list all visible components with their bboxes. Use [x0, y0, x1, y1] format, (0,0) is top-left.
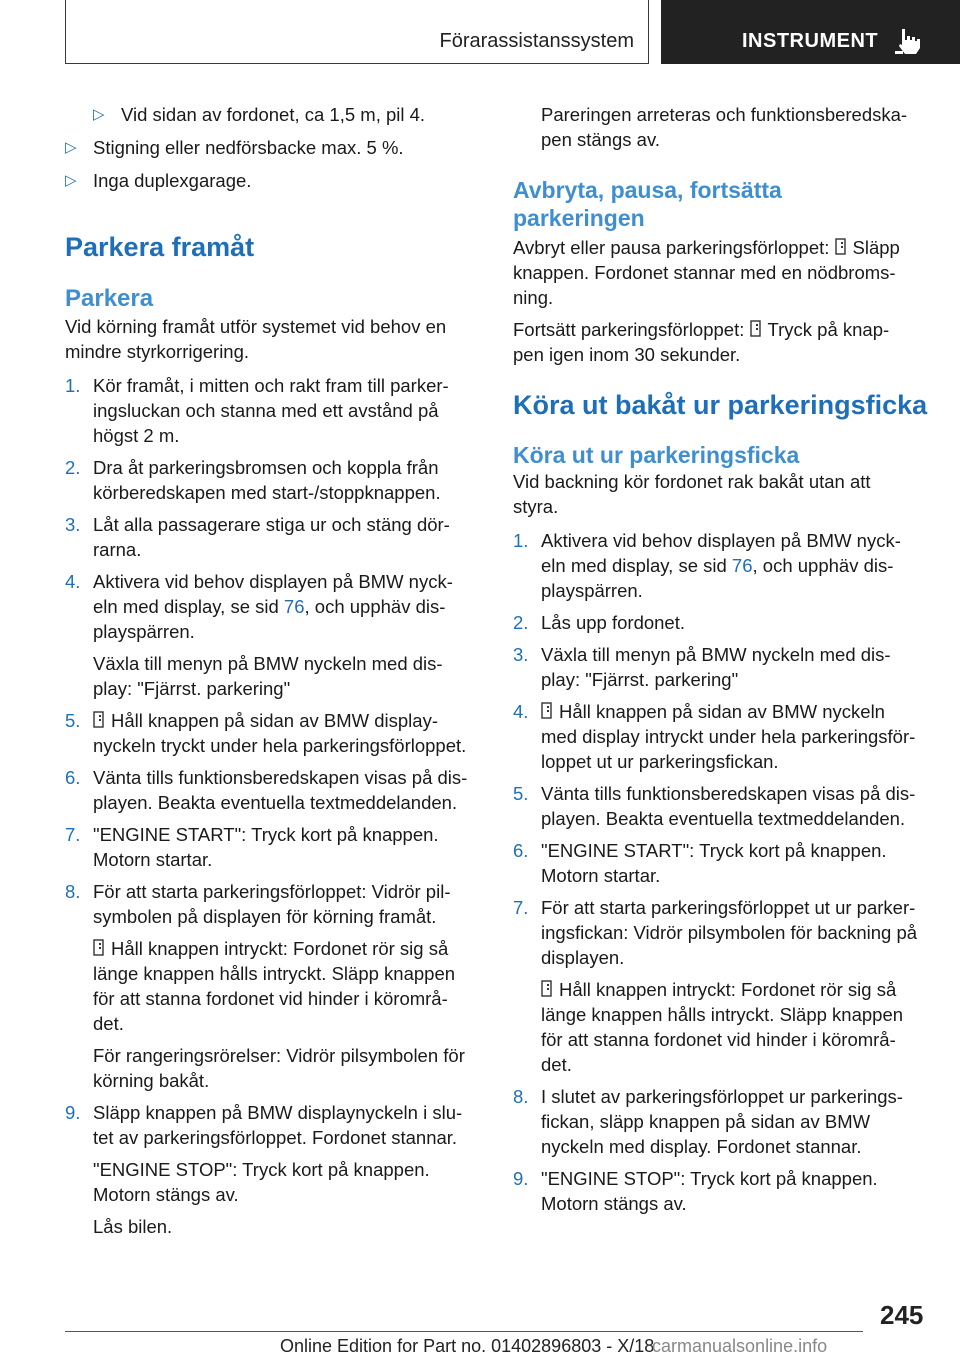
intro-text: Vid backning kör fordonet rak bakåt utan att styra.	[513, 471, 871, 517]
resume-text: Fortsätt parkeringsförloppet: Tryck på knap- pen igen inom 30 sekunder.	[513, 319, 890, 365]
list-item: 6. "ENGINE START": Tryck kort på knappen. Motorn startar.	[513, 840, 887, 886]
header-section-title: Förarassistanssystem	[439, 30, 634, 52]
key-button-icon	[750, 320, 762, 338]
bullet-item: ▷ Vid sidan av fordonet, ca 1,5 m, pil 4.	[93, 104, 426, 125]
hand-touch-icon	[893, 26, 923, 56]
header-section-box	[65, 0, 649, 64]
list-item: 4. Aktivera vid behov displayen på BMW nyck- eln med display, se sid 76, och upphäv dis- playspärren.	[65, 571, 453, 642]
key-button-icon	[541, 702, 553, 720]
list-item-continuation: Håll knappen intryckt: Fordonet rör sig så länge knappen hålls intryckt. Släpp knappen för att stanna fordonet vid hinder i körområ- det.	[93, 938, 456, 1034]
list-item: 6. Vänta tills funktionsberedskapen visas på dis- playen. Beakta eventuella textmeddelanden.	[65, 767, 468, 813]
list-item-continuation: Växla till menyn på BMW nyckeln med dis- play: "Fjärrst. parkering"	[93, 653, 443, 699]
page-number: 245	[880, 1300, 924, 1330]
list-item: 8. För att starta parkeringsförloppet: Vidrör pil- symbolen på displayen för körning framåt.	[65, 881, 451, 927]
list-item: 1. Kör framåt, i mitten och rakt fram till parker- ingsluckan och stanna med ett avstånd på högst 2 m.	[65, 375, 449, 446]
bullet-item: ▷ Inga duplexgarage.	[65, 170, 252, 191]
list-item: 7. "ENGINE START": Tryck kort på knappen. Motorn startar.	[65, 824, 439, 870]
list-item: 3. Växla till menyn på BMW nyckeln med dis- play: "Fjärrst. parkering"	[513, 644, 891, 690]
triangle-bullet-icon: ▷	[93, 106, 105, 123]
bullet-item: ▷ Stigning eller nedförsbacke max. 5 %.	[65, 137, 404, 158]
footer-watermark: carmanualsonline.info	[652, 1336, 828, 1356]
key-button-icon	[93, 939, 105, 957]
list-item: 4. Håll knappen på sidan av BMW nyckeln med display intryckt under hela parkeringsför- loppet ut ur parkeringsfickan.	[513, 701, 916, 772]
header-chapter-title: INSTRUMENT	[742, 30, 879, 52]
page-link[interactable]: 76	[731, 555, 753, 576]
list-item: 9. "ENGINE STOP": Tryck kort på knappen. Motorn stängs av.	[513, 1168, 878, 1214]
footer-divider	[65, 1331, 863, 1332]
list-item: 5. Vänta tills funktionsberedskapen visas på dis- playen. Beakta eventuella textmeddelanden.	[513, 783, 916, 829]
key-button-icon	[541, 980, 553, 998]
heading-park-forward: Parkera framåt	[65, 232, 255, 262]
list-item-continuation: Håll knappen intryckt: Fordonet rör sig så länge knappen hålls intryckt. Släpp knappen för att stanna fordonet vid hinder i körområ- det.	[541, 979, 904, 1075]
page-link[interactable]: 76	[283, 596, 305, 617]
continuation-text: Pareringen arreteras och funktionsberedska- pen stängs av.	[541, 104, 908, 150]
list-item: 3. Låt alla passagerare stiga ur och stäng dör- rarna.	[65, 514, 450, 560]
header-chapter-box	[661, 0, 960, 64]
list-item: 5. Håll knappen på sidan av BMW display- nyckeln tryckt under hela parkeringsförloppet.	[65, 710, 467, 756]
triangle-bullet-icon: ▷	[65, 139, 77, 156]
heading-abort-pause-resume: Avbryta, pausa, fortsätta parkeringen	[513, 177, 782, 231]
list-item: 7. För att starta parkeringsförloppet ut ur parker- ingsfickan: Vidrör pilsymbolen för backning på displayen.	[513, 897, 918, 968]
list-item-continuation: "ENGINE STOP": Tryck kort på knappen. Motorn stängs av.	[93, 1159, 430, 1205]
list-item: 2. Dra åt parkeringsbromsen och koppla från körberedskapen med start-/stoppknappen.	[65, 457, 441, 503]
footer-edition: Online Edition for Part no. 01402896803 - X/18	[280, 1336, 655, 1356]
key-button-icon	[93, 711, 105, 729]
heading-exit-spot: Köra ut ur parkeringsficka	[513, 442, 800, 468]
list-item: 8. I slutet av parkeringsförloppet ur parkerings- fickan, släpp knappen på sidan av BMW nyckeln med display. Fordonet stannar.	[513, 1086, 903, 1157]
heading-exit-backward: Köra ut bakåt ur parkeringsficka	[513, 390, 928, 420]
intro-text: Vid körning framåt utför systemet vid behov en mindre styrkorrigering.	[65, 316, 447, 362]
list-item-continuation: Lås bilen.	[93, 1216, 173, 1237]
heading-park: Parkera	[65, 285, 154, 312]
left-column	[65, 102, 480, 1246]
right-column	[513, 102, 933, 1223]
list-item-continuation: För rangeringsrörelser: Vidrör pilsymbolen för körning bakåt.	[93, 1045, 465, 1091]
list-item: 2. Lås upp fordonet.	[513, 612, 685, 633]
triangle-bullet-icon: ▷	[65, 172, 77, 189]
key-button-icon	[835, 238, 847, 256]
abort-text: Avbryt eller pausa parkeringsförloppet: Släpp knappen. Fordonet stannar med en nödbroms- ning.	[513, 237, 900, 308]
list-item: 1. Aktivera vid behov displayen på BMW nyck- eln med display, se sid 76, och upphäv dis- playspärren.	[513, 530, 901, 601]
list-item: 9. Släpp knappen på BMW displaynyckeln i slu- tet av parkeringsförloppet. Fordonet stannar.	[65, 1102, 463, 1148]
